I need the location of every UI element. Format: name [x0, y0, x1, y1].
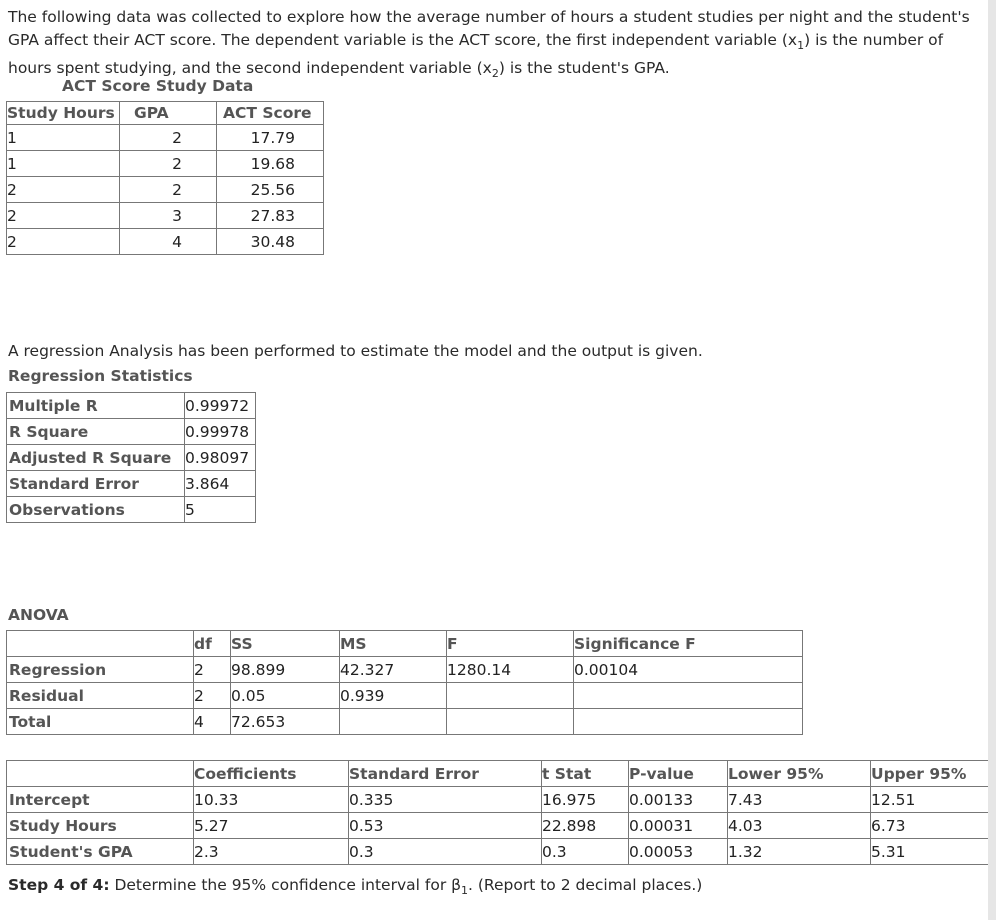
table-row: [7, 631, 803, 657]
intro-sub-2: 2: [491, 67, 499, 81]
table-cell: [447, 683, 574, 709]
table-cell: 1: [7, 125, 120, 151]
intro-text-2: ) is the number of hours spent studying, and the second independent variable (x: [8, 31, 944, 78]
table-cell: [574, 709, 803, 735]
problem-intro: [8, 6, 983, 85]
table-cell: 0.3: [542, 839, 629, 865]
table-cell: 10.33: [194, 787, 349, 813]
intro-sub-1: 1: [797, 39, 805, 53]
table-row: [7, 787, 990, 813]
table-cell: Total: [7, 709, 194, 735]
table-row: [7, 445, 256, 471]
page-scrollbar[interactable]: [988, 0, 996, 920]
table-cell: Multiple R: [7, 393, 185, 419]
regression-intro: A regression Analysis has been performed to estimate the model and the output is given.: [8, 342, 703, 360]
table-row: [7, 419, 256, 445]
table-row: [7, 683, 803, 709]
table-cell: 2: [7, 203, 120, 229]
table-cell: 42.327: [340, 657, 447, 683]
table-row: [7, 151, 324, 177]
table-cell: 2: [194, 683, 231, 709]
table-cell: 72.653: [231, 709, 340, 735]
table-cell: 0.939: [340, 683, 447, 709]
table-cell: [574, 683, 803, 709]
anova-caption: ANOVA: [8, 606, 69, 624]
intro-text-1: The following data was collected to explore how the average number of hours a student studies per night and the student's GPA affect their ACT score. The dependent variable is the ACT score, the first independent variable (x: [8, 8, 970, 49]
table-cell: 0.00053: [629, 839, 728, 865]
table-cell: 2.3: [194, 839, 349, 865]
table-cell: Standard Error: [7, 471, 185, 497]
table-cell: 2: [194, 657, 231, 683]
table-cell: df: [194, 631, 231, 657]
study-header-gpa: GPA: [120, 102, 217, 125]
anova-table: [6, 630, 803, 735]
table-cell: Coefficients: [194, 761, 349, 787]
table-cell: 0.335: [349, 787, 542, 813]
table-row: [7, 657, 803, 683]
step-tail: . (Report to 2 decimal places.): [468, 876, 703, 894]
table-cell: 0.00104: [574, 657, 803, 683]
study-data-table: [6, 101, 324, 255]
coefficients-table: [6, 760, 990, 865]
table-cell: 1280.14: [447, 657, 574, 683]
regression-statistics-table: [6, 392, 256, 523]
table-cell: 2: [7, 177, 120, 203]
table-cell: SS: [231, 631, 340, 657]
table-cell: 5.31: [871, 839, 990, 865]
table-row: [7, 839, 990, 865]
table-cell: 0.53: [349, 813, 542, 839]
table-cell: 3.864: [185, 471, 256, 497]
table-cell: 16.975: [542, 787, 629, 813]
table-cell: 22.898: [542, 813, 629, 839]
table-cell: [7, 761, 194, 787]
table-cell: F: [447, 631, 574, 657]
table-cell: 4: [194, 709, 231, 735]
study-header-act: ACT Score: [217, 102, 324, 125]
table-cell: Adjusted R Square: [7, 445, 185, 471]
table-cell: 1.32: [728, 839, 871, 865]
table-cell: 4: [120, 229, 217, 255]
table-cell: t Stat: [542, 761, 629, 787]
table-row: [7, 813, 990, 839]
step-label: Step 4 of 4:: [8, 876, 110, 894]
table-cell: 30.48: [217, 229, 324, 255]
table-cell: 2: [120, 125, 217, 151]
table-cell: Intercept: [7, 787, 194, 813]
table-cell: 2: [120, 151, 217, 177]
table-cell: P-value: [629, 761, 728, 787]
table-row: [7, 177, 324, 203]
table-cell: 2: [7, 229, 120, 255]
table-cell: 17.79: [217, 125, 324, 151]
table-cell: Study Hours: [7, 813, 194, 839]
table-cell: 0.99978: [185, 419, 256, 445]
table-cell: 7.43: [728, 787, 871, 813]
table-row: [7, 709, 803, 735]
intro-text-3: ) is the student's GPA.: [498, 59, 670, 78]
table-cell: [7, 631, 194, 657]
table-cell: 0.00031: [629, 813, 728, 839]
study-header-hours: Study Hours: [7, 102, 120, 125]
table-row: [7, 497, 256, 523]
table-cell: 0.98097: [185, 445, 256, 471]
step-sub: 1: [461, 884, 469, 898]
table-row: [7, 393, 256, 419]
table-cell: Regression: [7, 657, 194, 683]
table-cell: 0.99972: [185, 393, 256, 419]
table-cell: Lower 95%: [728, 761, 871, 787]
regstats-caption: Regression Statistics: [8, 367, 193, 385]
table-cell: 27.83: [217, 203, 324, 229]
table-cell: 0.3: [349, 839, 542, 865]
table-cell: 0.05: [231, 683, 340, 709]
table-cell: Upper 95%: [871, 761, 990, 787]
table-cell: Standard Error: [349, 761, 542, 787]
table-cell: 1: [7, 151, 120, 177]
table-row: [7, 203, 324, 229]
table-cell: 5.27: [194, 813, 349, 839]
table-cell: 0.00133: [629, 787, 728, 813]
table-row: [7, 761, 990, 787]
table-cell: 4.03: [728, 813, 871, 839]
table-cell: 25.56: [217, 177, 324, 203]
table-cell: Observations: [7, 497, 185, 523]
table-cell: 19.68: [217, 151, 324, 177]
table-cell: 98.899: [231, 657, 340, 683]
table-cell: Significance F: [574, 631, 803, 657]
table-row: [7, 125, 324, 151]
step-text: Determine the 95% confidence interval for β: [109, 876, 462, 894]
step-prompt: [8, 876, 702, 897]
table-cell: Student's GPA: [7, 839, 194, 865]
table-row: [7, 471, 256, 497]
table-cell: [340, 709, 447, 735]
study-table-caption: ACT Score Study Data: [62, 77, 254, 95]
table-cell: 5: [185, 497, 256, 523]
table-cell: 6.73: [871, 813, 990, 839]
table-row: [7, 229, 324, 255]
table-cell: 3: [120, 203, 217, 229]
table-cell: R Square: [7, 419, 185, 445]
table-cell: [447, 709, 574, 735]
table-cell: MS: [340, 631, 447, 657]
table-cell: Residual: [7, 683, 194, 709]
table-cell: 2: [120, 177, 217, 203]
table-cell: 12.51: [871, 787, 990, 813]
